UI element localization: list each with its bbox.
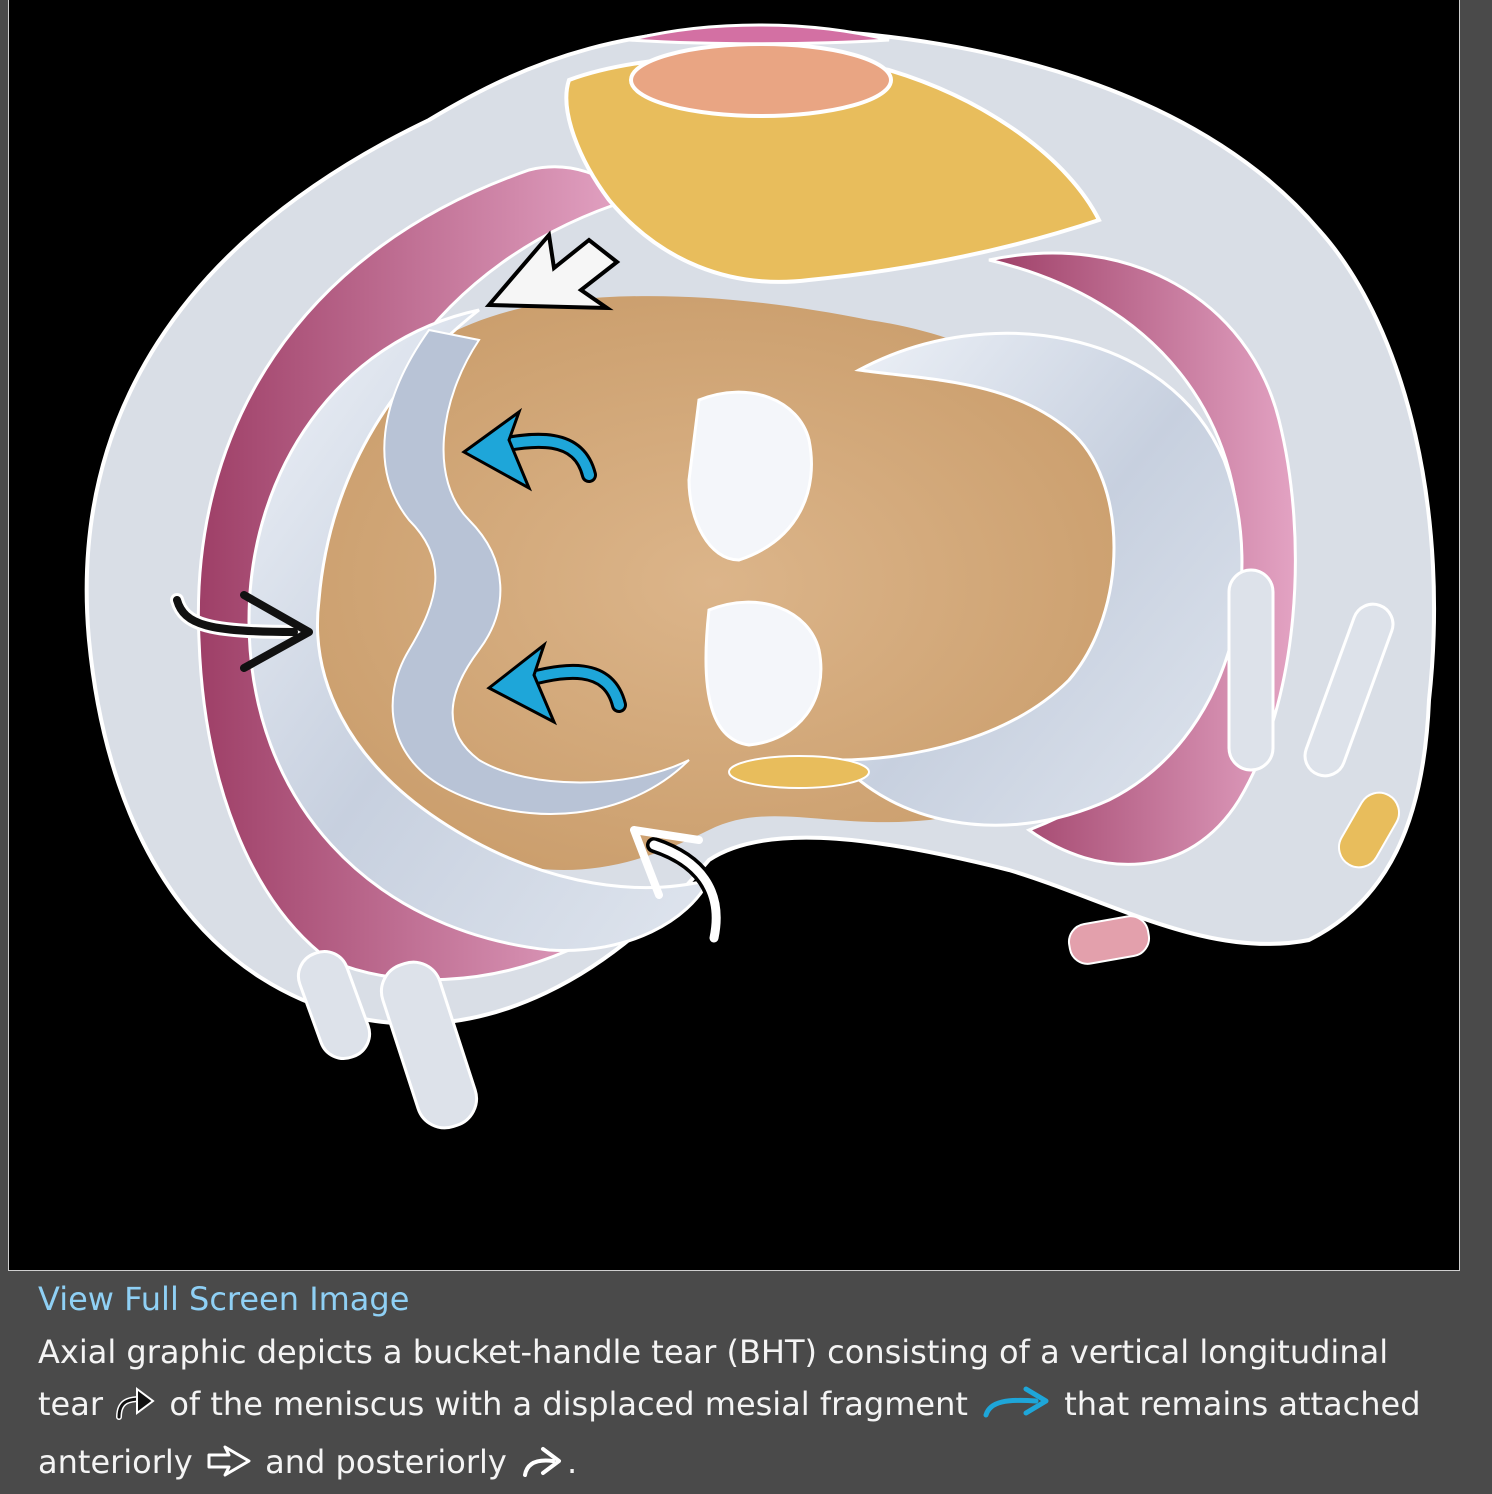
open-white-arrow-icon [205,1442,253,1494]
caption-area [38,1278,1458,1494]
tendon-3 [1229,570,1273,770]
caption-part-4: and posteriorly [265,1443,507,1481]
tendon-pink [1066,913,1152,966]
patellar-tendon [631,44,891,116]
figure-caption [38,1326,1458,1494]
curved-black-arrow-icon [115,1384,157,1436]
knee-axial-illustration [9,0,1459,1270]
caption-period: . [567,1443,578,1481]
view-full-screen-link[interactable]: View Full Screen Image [38,1280,410,1318]
caption-part-1: Axial graphic depicts a bucket-handle tear (BHT) consisting of a vertical longitudinal tear [38,1333,1389,1423]
pink-top-band [629,25,889,44]
caption-part-2: of the meniscus with a displaced mesial fragment [169,1385,968,1423]
caption-part-3: that remains attached anteriorly [38,1385,1421,1481]
curved-blue-arrow-icon [980,1384,1052,1436]
figure-frame [8,0,1460,1271]
curved-white-arrow-icon [519,1442,565,1494]
posterior-fat [729,756,869,788]
